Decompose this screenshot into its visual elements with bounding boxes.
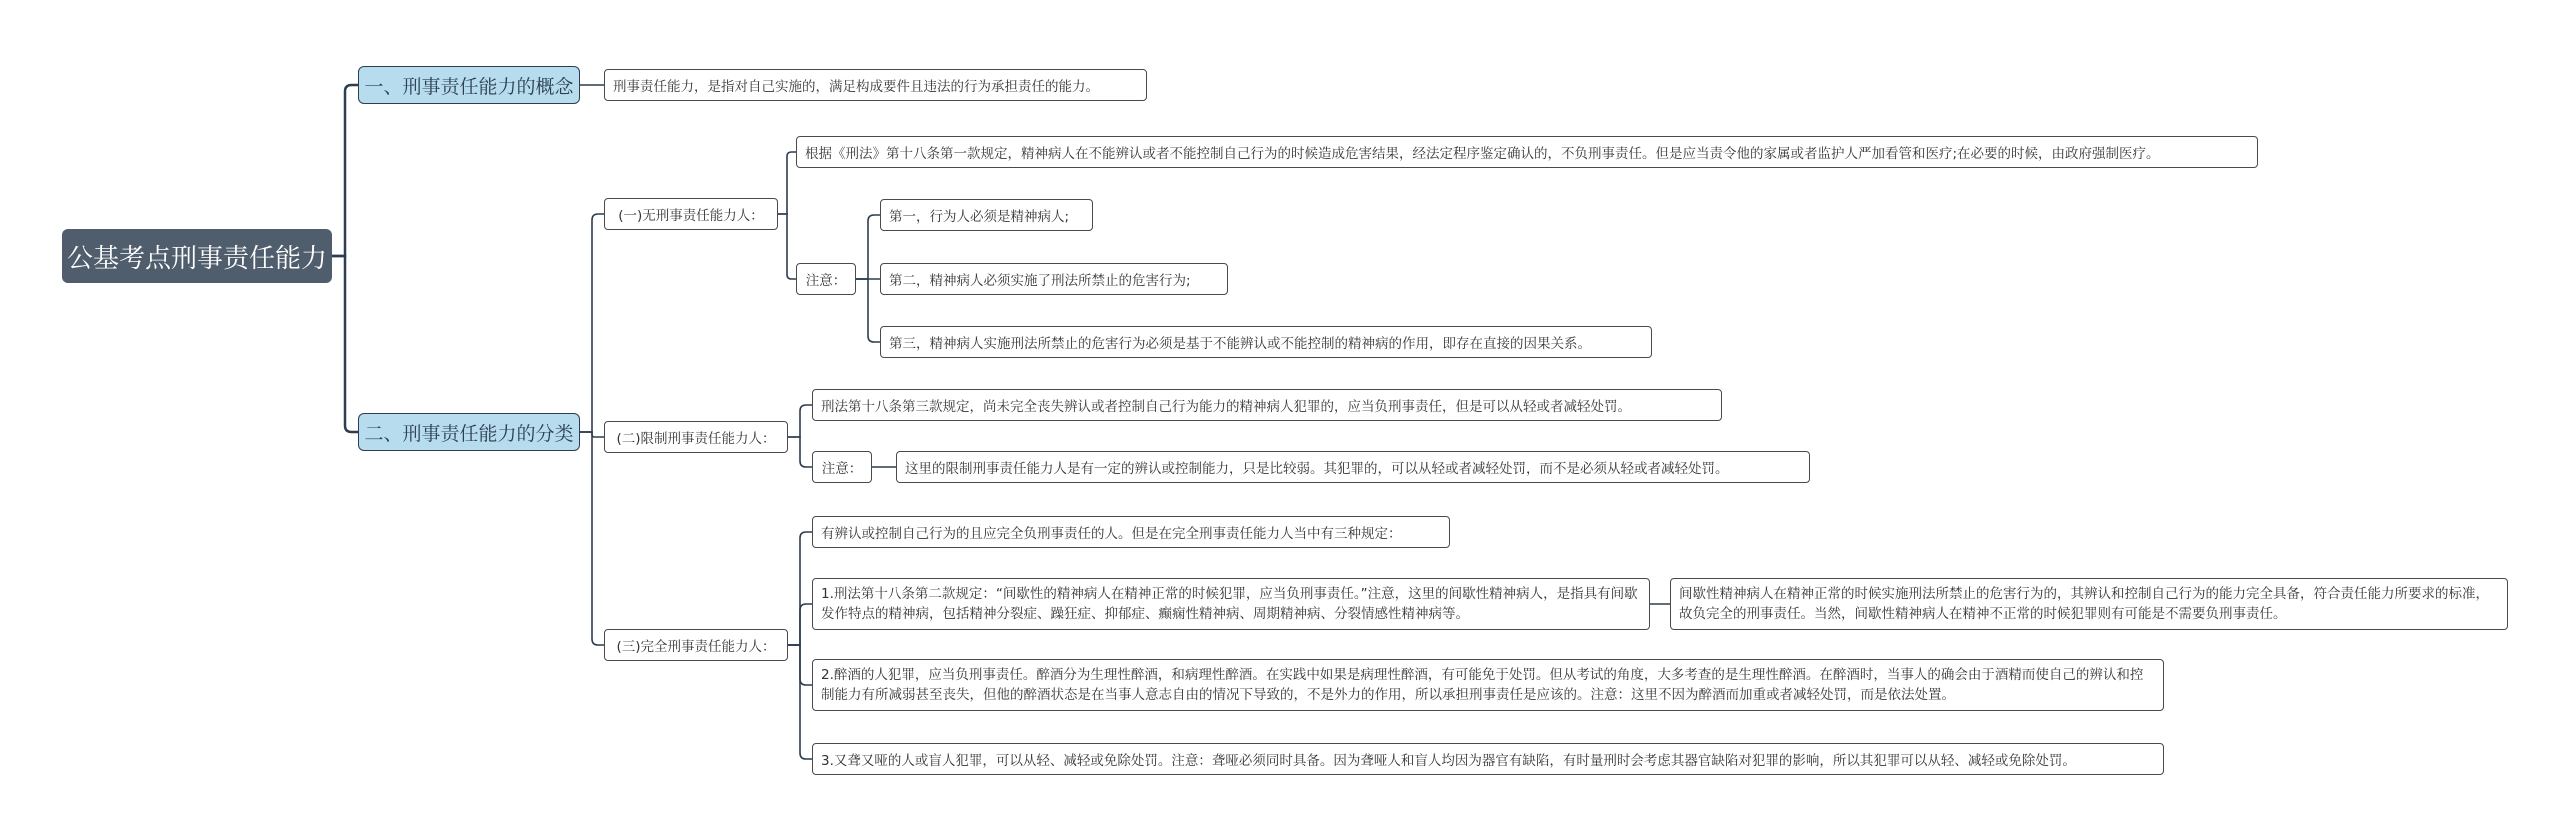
root-topic[interactable]: 公基考点刑事责任能力 [62, 229, 332, 283]
item-1-note[interactable]: 间歇性精神病人在精神正常的时候实施刑法所禁止的危害行为的，其辨认和控制自己行为的能力完全具备，符合责任能力所要求的标准，故负完全的刑事责任。当然，间歇性精神病人在精神不正常的时候犯罪则有可能是不需要负刑事责任。 [1670, 578, 2508, 630]
connector-class-to-full [580, 432, 604, 645]
limited-responsibility-person[interactable]: (二)限制刑事责任能力人： [604, 421, 788, 453]
connector-limited-to-limited-note [788, 437, 812, 467]
full-responsibility-intro[interactable]: 有辨认或控制自己行为的且应完全负刑事责任的人。但是在完全刑事责任能力人当中有三种规定： [812, 516, 1450, 548]
connector-full-to-item1 [788, 604, 812, 645]
full-responsibility-person[interactable]: (三)完全刑事责任能力人： [604, 629, 788, 661]
no-responsibility-law[interactable]: 根据《刑法》第十八条第一款规定，精神病人在不能辨认或者不能控制自己行为的时候造成危害结果，经法定程序鉴定确认的，不负刑事责任。但是应当责令他的家属或者监护人严加看管和医疗;在必要的时候，由政府强制医疗。 [796, 136, 2258, 168]
connector-none-to-none-law [778, 152, 796, 214]
no-responsibility-person[interactable]: (一)无刑事责任能力人： [604, 198, 778, 230]
connector-limited-to-limited-law [788, 405, 812, 437]
note-item-3[interactable]: 第三，精神病人实施刑法所禁止的危害行为必须是基于不能辨认或不能控制的精神病的作用，即存在直接的因果关系。 [880, 326, 1652, 358]
limited-responsibility-note[interactable]: 这里的限制刑事责任能力人是有一定的辨认或控制能力，只是比较弱。其犯罪的，可以从轻或者减轻处罚，而不是必须从轻或者减轻处罚。 [896, 451, 1810, 483]
no-responsibility-note-label[interactable]: 注意： [796, 263, 856, 295]
connector-root-to-concept [332, 85, 358, 256]
full-responsibility-item-1[interactable]: 1.刑法第十八条第二款规定：“间歇性的精神病人在精神正常的时候犯罪，应当负刑事责任。”注意，这里的间歇性精神病人，是指具有间歇发作特点的精神病，包括精神分裂症、躁狂症、抑郁症、癫痫性精神病、周期精神病、分裂情感性精神病等。 [812, 578, 1650, 630]
connector-none-to-none-note [778, 214, 796, 279]
full-responsibility-item-2[interactable]: 2.醉酒的人犯罪，应当负刑事责任。醉酒分为生理性醉酒，和病理性醉酒。在实践中如果是病理性醉酒，有可能免于处罚。但从考试的角度，大多考查的是生理性醉酒。在醉酒时，当事人的确会由于酒精而使自己的辨认和控制能力有所减弱甚至丧失，但他的醉酒状态是在当事人意志自由的情况下导致的，不是外力的作用，所以承担刑事责任是应该的。注意：这里不因为醉酒而加重或者减轻处罚，而是依法处置。 [812, 659, 2164, 711]
full-responsibility-item-3[interactable]: 3.又聋又哑的人或盲人犯罪，可以从轻、减轻或免除处罚。注意：聋哑必须同时具备。因为聋哑人和盲人均因为器官有缺陷，有时量刑时会考虑其器官缺陷对犯罪的影响，所以其犯罪可以从轻、减轻或免除处罚。 [812, 743, 2164, 775]
branch-classification[interactable]: 二、刑事责任能力的分类 [358, 413, 580, 451]
connector-none-note-to-note-1 [856, 215, 880, 279]
note-item-2[interactable]: 第二，精神病人必须实施了刑法所禁止的危害行为; [880, 263, 1228, 295]
limited-responsibility-law[interactable]: 刑法第十八条第三款规定，尚未完全丧失辨认或者控制自己行为能力的精神病人犯罪的，应当负刑事责任，但是可以从轻或者减轻处罚。 [812, 389, 1722, 421]
connector-full-to-full-intro [788, 532, 812, 645]
connector-full-to-item2 [788, 645, 812, 685]
connector-class-to-limited [580, 432, 604, 437]
note-item-1[interactable]: 第一，行为人必须是精神病人; [880, 199, 1093, 231]
limited-responsibility-note-label[interactable]: 注意： [812, 451, 872, 483]
concept-definition[interactable]: 刑事责任能力，是指对自己实施的，满足构成要件且违法的行为承担责任的能力。 [604, 69, 1147, 101]
connector-none-note-to-note-3 [856, 279, 880, 342]
branch-concept[interactable]: 一、刑事责任能力的概念 [358, 66, 580, 104]
connector-class-to-none [580, 214, 604, 432]
connector-full-to-item3 [788, 645, 812, 759]
connector-root-to-class [332, 256, 358, 432]
